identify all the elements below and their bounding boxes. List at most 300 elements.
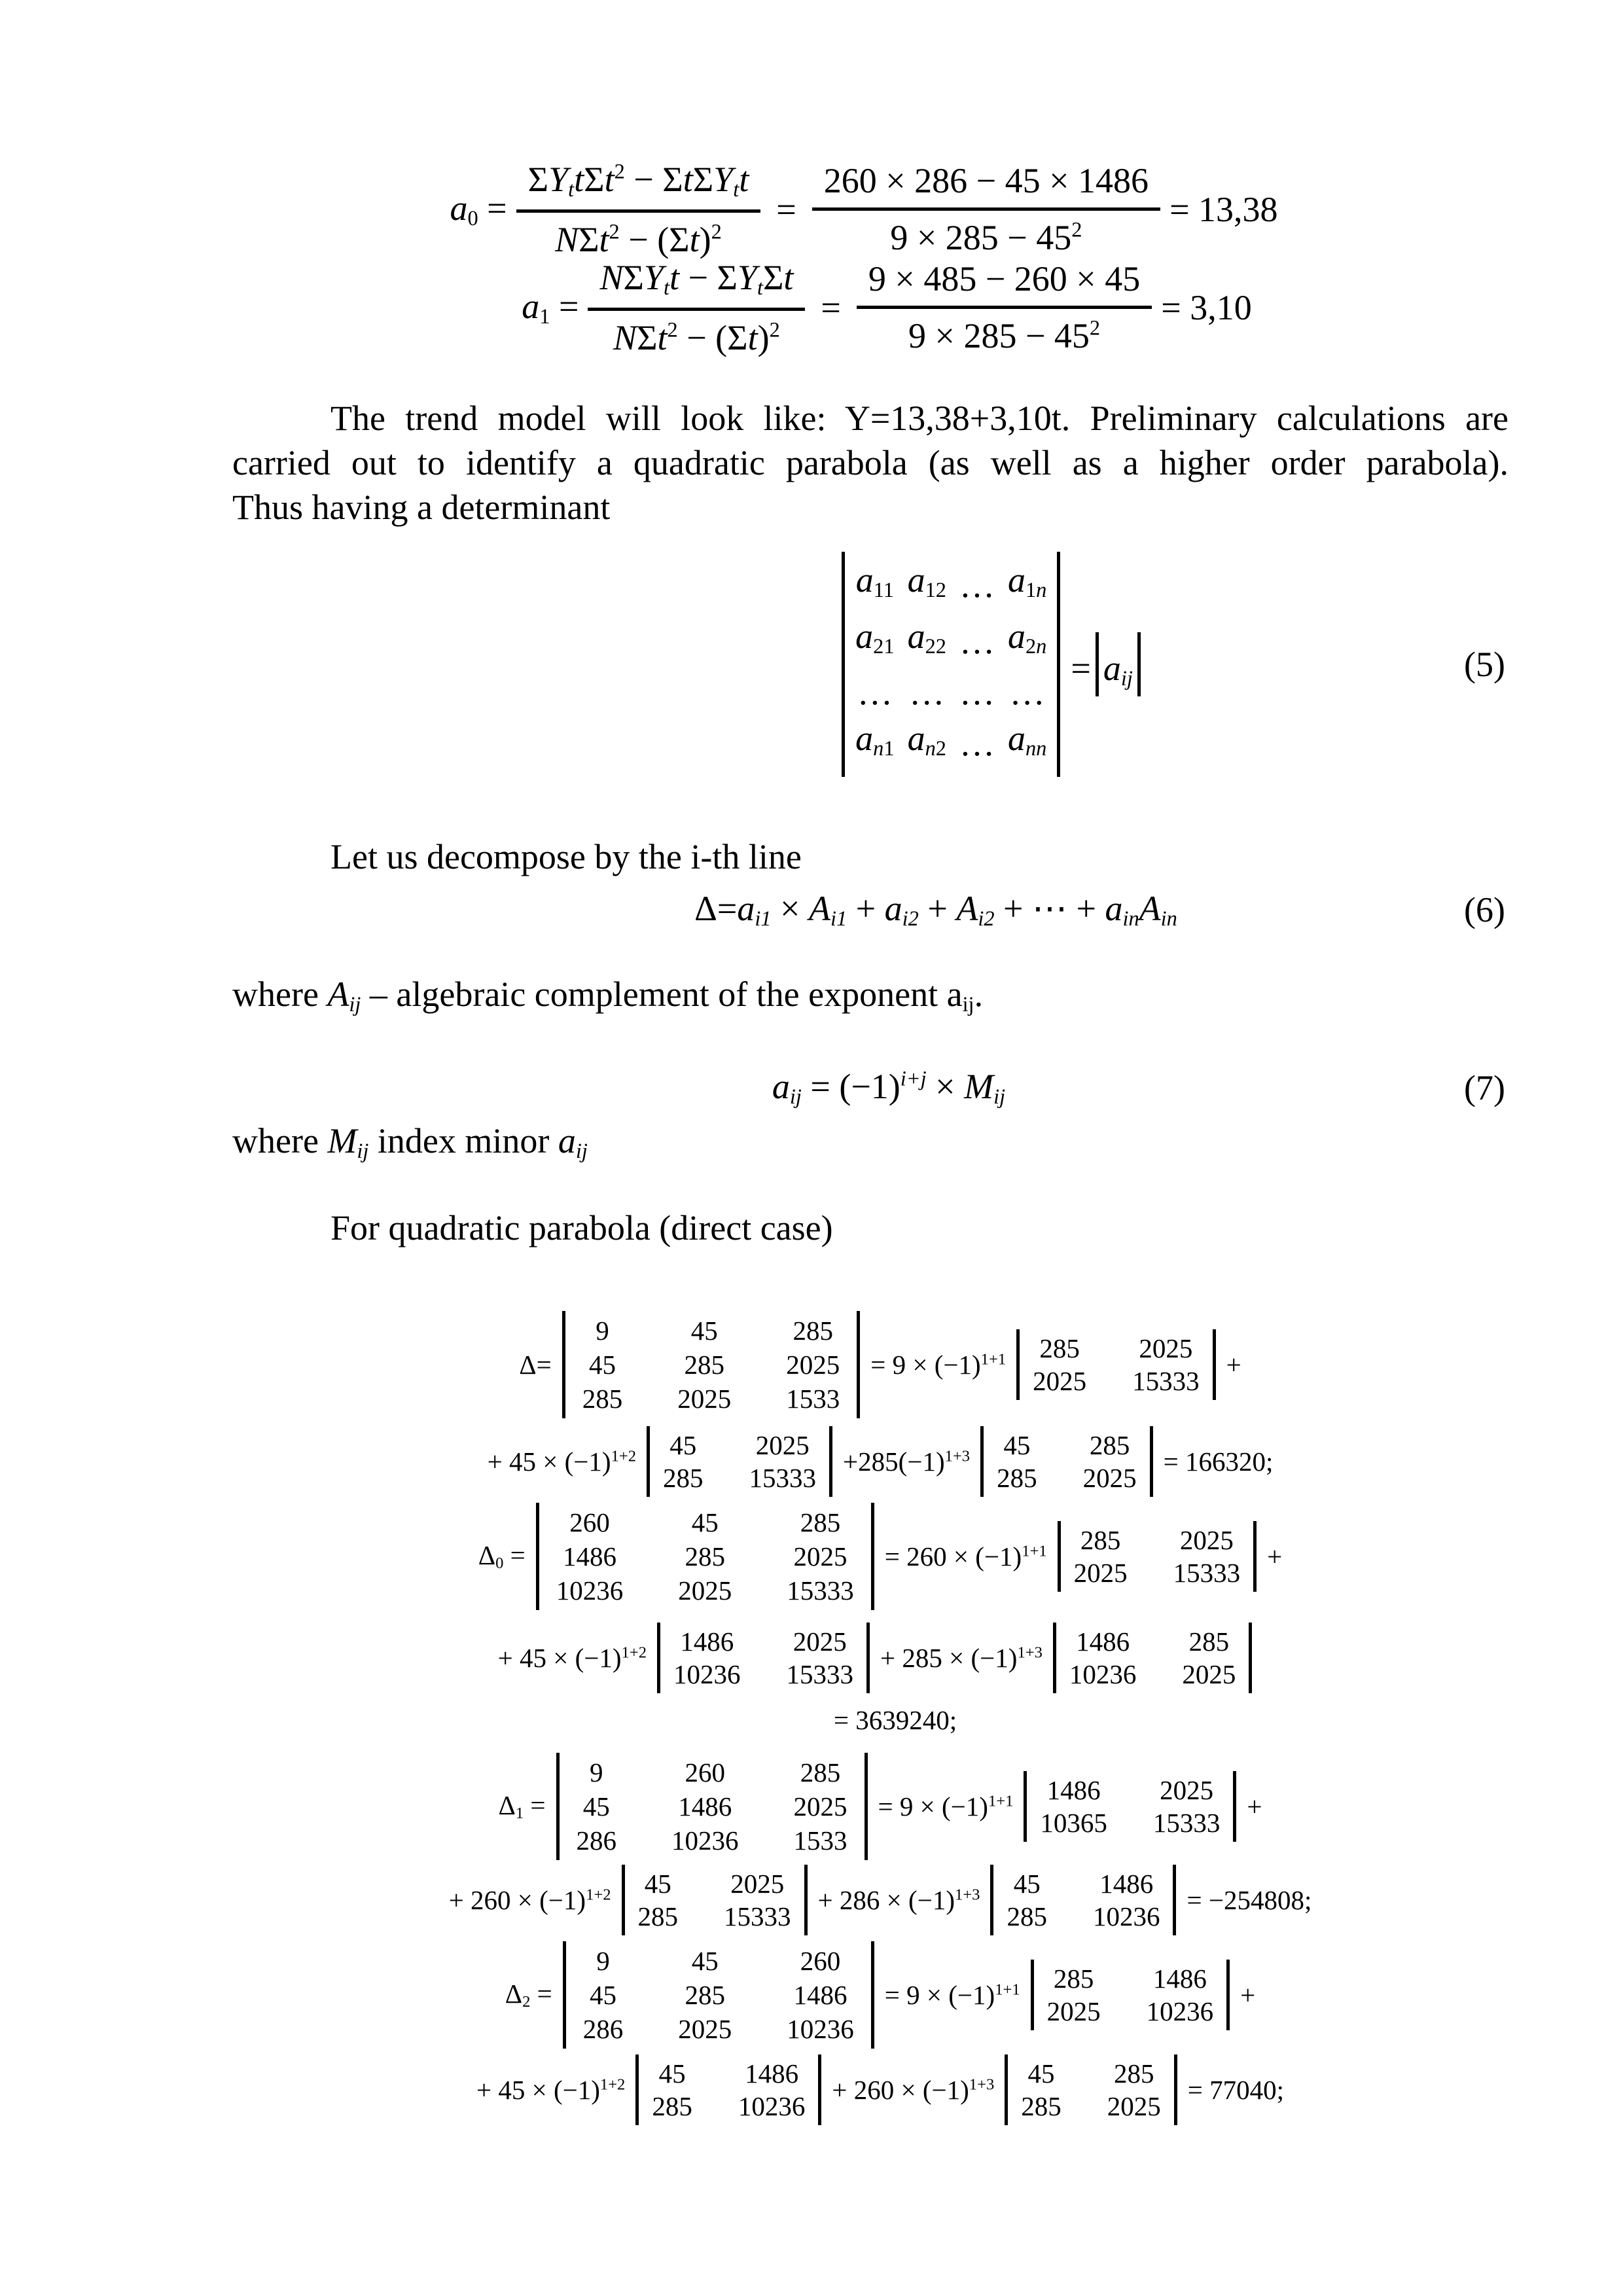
math-token: Y [548, 160, 569, 200]
math-token: a [855, 560, 874, 600]
math-token: Δ= [694, 889, 738, 929]
math-token: a [907, 719, 925, 759]
determinant-3x3 [563, 1941, 874, 2049]
math-token: − ( [619, 219, 669, 259]
matrix-cell: 10236 [738, 2091, 806, 2121]
equation-a1-content [522, 257, 1251, 357]
determinant-3x3 [562, 1311, 861, 1418]
matrix-cell: 285 [800, 1757, 841, 1787]
matrix-cell: 45 [588, 1350, 616, 1380]
math-token: 1 [1025, 578, 1037, 602]
determinant-2x2 [1024, 1771, 1236, 1842]
math-token: ij [993, 1085, 1006, 1109]
determinant-2x2 [1016, 1329, 1216, 1400]
matrix-cell: 15333 [724, 1901, 791, 1931]
matrix-cell: 9 [590, 1757, 603, 1787]
math-token: 21 [873, 635, 895, 659]
math-token: − ( [677, 317, 728, 357]
delta0-line-3-content [834, 1704, 957, 1736]
paragraph-line: carried out to identify a quadratic parabola (as well as a higher order parabola). [232, 443, 1508, 482]
math-mid [843, 1446, 970, 1477]
math-token: Σ [637, 317, 658, 357]
paragraph-line: Thus having a determinant [232, 488, 611, 527]
math-lead [519, 1349, 552, 1380]
matrix-cell [855, 715, 894, 772]
determinant-2x2 [1005, 2054, 1177, 2125]
matrix-cell: 2025 [793, 1541, 847, 1571]
matrix-cell: 45 [690, 1316, 718, 1346]
matrix-cell: 1486 [793, 1980, 847, 2010]
determinant-2x2 [1031, 1960, 1230, 2030]
matrix-cell: 15333 [1152, 1808, 1221, 1838]
math-token: ij [962, 993, 974, 1017]
math-token: 1+1 [995, 1981, 1020, 1999]
math-token: ) [757, 317, 770, 357]
math-token: 2 [614, 160, 625, 184]
math-token: … [857, 673, 893, 713]
math-token: 2 [935, 737, 946, 761]
math-token: = [550, 286, 579, 326]
math-token: Σ [669, 219, 690, 259]
equation-6 [232, 877, 1508, 942]
math-token: − [624, 160, 663, 200]
matrix-cell: 2025 [1033, 1366, 1087, 1396]
delta2-line-1 [232, 1933, 1508, 2057]
math-tail [1188, 2074, 1284, 2106]
delta0-line-1 [232, 1494, 1508, 1619]
delta2-line-1-content [505, 1941, 1256, 2049]
math-token: + 260 × (−1) [832, 2075, 969, 2105]
math-token: A [1139, 889, 1161, 929]
delta-line-1 [232, 1309, 1508, 1420]
math-token: … [959, 622, 995, 661]
matrix-cell: 285 [1080, 1525, 1121, 1555]
matrix-cell: 1486 [1152, 1964, 1207, 1994]
math-mid [818, 1884, 980, 1916]
math-token: 9 × 285 − 45 [890, 218, 1072, 258]
delta1-line-1 [232, 1744, 1508, 1869]
matrix-cell: 285 [1188, 1626, 1230, 1657]
matrix-cell: 285 [1039, 1333, 1080, 1363]
matrix-cell: 15333 [1132, 1366, 1200, 1396]
matrix-cell: 15333 [787, 1575, 854, 1605]
math-token: 0 [467, 207, 478, 231]
determinant-2x2 [1058, 1521, 1257, 1592]
math-lead [498, 1642, 647, 1674]
matrix-cell: 2025 [793, 1791, 847, 1821]
equation-7-content [772, 1066, 1005, 1109]
determinant-2x2 [657, 1623, 870, 1693]
paragraph-line: The trend model will look like: Y=13,38+3,10t. Preliminary calculations are [330, 399, 1508, 438]
determinant-3x3 [536, 1503, 874, 1610]
math-token: 12 [925, 578, 946, 602]
delta0-line-2 [232, 1619, 1508, 1697]
math-token: t [683, 160, 693, 200]
equation-number-5: (5) [1464, 645, 1505, 684]
math-token: Σ [579, 219, 599, 259]
math-token: Σ [692, 160, 714, 200]
equation-7 [232, 1055, 1508, 1121]
math-lead [505, 1978, 552, 2011]
math-token: 2 [769, 318, 780, 342]
math-tail [1240, 1979, 1255, 2011]
text-where-A [232, 973, 983, 1026]
matrix-cell: 285 [582, 1384, 623, 1414]
math-token: Δ= [519, 1350, 552, 1380]
matrix-cell: 285 [1114, 2058, 1154, 2089]
matrix-cell: 15333 [749, 1463, 817, 1493]
delta1-line-2-content [449, 1865, 1312, 1935]
math-token: n [925, 737, 936, 761]
math-token: 1+2 [599, 2075, 626, 2094]
math-token: N [613, 317, 637, 357]
math-token: M [327, 1121, 357, 1160]
matrix-cell [908, 715, 946, 772]
matrix-cell: 286 [576, 1825, 616, 1856]
matrix-cell: 2025 [1046, 1996, 1101, 2026]
vertical-bar [1137, 632, 1141, 696]
matrix-cell: 285 [685, 1980, 725, 2010]
vertical-bar [1096, 632, 1099, 696]
math-token: = 260 × (−1) [884, 1541, 1022, 1571]
math-token: t [568, 178, 575, 202]
math-token: a [855, 719, 874, 759]
matrix-cell: 260 [685, 1757, 725, 1787]
matrix-cell: 2025 [793, 1626, 847, 1657]
math-token: a [450, 188, 468, 228]
fraction-symbolic [588, 257, 805, 357]
delta1-line-1-content [498, 1753, 1262, 1860]
math-token: + 45 × (−1) [476, 2075, 600, 2105]
matrix-cell [959, 721, 995, 766]
math-token: + [847, 889, 885, 929]
math-token: ij [575, 1139, 588, 1164]
math-token: t [747, 317, 758, 357]
math-token: N [599, 258, 624, 298]
matrix-cell: 285 [1053, 1964, 1094, 1994]
matrix-cell: 10236 [556, 1575, 624, 1605]
determinant-2x2 [1053, 1623, 1253, 1693]
matrix-cell: 45 [658, 2058, 686, 2089]
math-mid [878, 1791, 1014, 1822]
matrix-cell: 10236 [673, 1659, 741, 1689]
math-token: i1 [830, 907, 847, 931]
matrix-cell: 2025 [678, 2014, 732, 2044]
matrix-cell: 1533 [786, 1384, 840, 1414]
matrix-cell: 285 [637, 1901, 679, 1931]
matrix-cell: 285 [793, 1316, 833, 1346]
matrix-cell: 10236 [1069, 1659, 1137, 1689]
math-tokens [772, 1066, 1005, 1109]
math-lead [522, 286, 579, 329]
math-token: Δ [478, 1540, 496, 1571]
fraction-denominator [857, 306, 1152, 356]
math-token: ij [357, 1139, 369, 1164]
matrix-cell: 2025 [730, 1869, 785, 1899]
math-token: = [776, 189, 796, 229]
math-token: M [964, 1066, 994, 1106]
delta-line-2 [232, 1422, 1508, 1501]
math-token: 1 [515, 1804, 524, 1823]
math-token: N [555, 219, 579, 259]
delta0-line-2-content [498, 1623, 1263, 1693]
math-token: × [926, 1066, 965, 1106]
matrix-cell: 45 [1003, 1430, 1031, 1460]
matrix-cell [1010, 670, 1045, 715]
math-token: Y [713, 160, 734, 200]
matrix-cell [959, 670, 995, 715]
matrix-cell [1008, 715, 1046, 772]
matrix-cell: 2025 [1082, 1463, 1137, 1493]
matrix-cell: 10236 [671, 1825, 739, 1856]
math-token: ij [1120, 667, 1133, 691]
fraction-numerator [857, 259, 1152, 306]
math-result [1161, 287, 1251, 328]
math-token: A [808, 889, 830, 929]
math-token: 1+2 [586, 1886, 611, 1904]
math-token: a [737, 889, 755, 929]
matrix-cell: 1533 [793, 1825, 847, 1856]
math-token: 1 [883, 737, 895, 761]
math-token: Δ [498, 1790, 516, 1821]
determinant-2x2 [622, 1865, 808, 1935]
matrix-cell: 285 [1007, 1901, 1047, 1931]
delta0-line-3 [232, 1698, 1508, 1742]
matrix-cell: 2025 [678, 1575, 732, 1605]
math-token: a [1105, 889, 1123, 929]
math-mid [880, 1642, 1043, 1674]
math-token: t [604, 160, 615, 200]
matrix-cell: 45 [669, 1430, 697, 1460]
matrix-cell: 10236 [1146, 1996, 1214, 2026]
math-token: i2 [902, 907, 919, 931]
equals-sign [776, 189, 796, 230]
matrix-cell [1008, 557, 1046, 613]
math-lead [478, 1539, 526, 1573]
matrix-cell [908, 557, 946, 613]
matrix-cell: 285 [1021, 2091, 1061, 2121]
math-token: ij [789, 1085, 802, 1109]
determinant-nxn [842, 552, 1060, 777]
matrix-cell: 2025 [677, 1384, 732, 1414]
matrix-cell: 2025 [1182, 1659, 1236, 1689]
math-token: A [327, 975, 349, 1014]
math-token: Σ [717, 258, 738, 298]
equation-5 [232, 560, 1508, 764]
equation-a0-content [450, 159, 1277, 259]
matrix-cell: 260 [800, 1946, 841, 1976]
matrix-cell: 10365 [1040, 1808, 1107, 1838]
math-token: + [1247, 1791, 1262, 1821]
math-token: t [657, 317, 668, 357]
text-decompose: Let us decompose by the i-th line [330, 837, 802, 876]
math-token: … [1009, 673, 1045, 713]
math-token: = [503, 1540, 526, 1571]
matrix-cell: 260 [569, 1507, 610, 1537]
matrix-cell [856, 557, 894, 613]
math-token: a [772, 1066, 790, 1106]
matrix-cell [1008, 613, 1046, 670]
determinant-2x2 [980, 1426, 1153, 1497]
matrix-cell: 1486 [680, 1626, 734, 1657]
equation-number-7: (7) [1464, 1068, 1505, 1107]
matrix-cell: 2025 [1107, 2091, 1161, 2121]
determinant-3x3 [556, 1753, 868, 1860]
math-token: 2 [522, 1993, 531, 2011]
math-mid [885, 1541, 1047, 1572]
math-token: i2 [978, 907, 995, 931]
math-token: i1 [755, 907, 772, 931]
delta-line-2-content [488, 1426, 1274, 1497]
math-token: = (−1) [801, 1066, 901, 1106]
math-token: = [821, 287, 841, 327]
math-token: 1 [539, 305, 550, 329]
math-token: 2 [1071, 219, 1082, 243]
math-lead [449, 1884, 611, 1916]
matrix-cell: 45 [691, 1507, 719, 1537]
math-token: Σ [727, 317, 748, 357]
determinant-2x2 [635, 2054, 821, 2125]
math-token: + [918, 889, 957, 929]
math-token: 1+1 [988, 1792, 1014, 1810]
matrix-cell: 1486 [1099, 1869, 1154, 1899]
math-token: … [959, 724, 995, 764]
math-token: 1+1 [980, 1350, 1007, 1369]
math-lead [476, 2074, 625, 2106]
math-token: index minor [368, 1121, 558, 1160]
fraction-numerator [516, 159, 761, 209]
math-token: a [855, 616, 874, 656]
math-mid [832, 2074, 994, 2106]
math-token: where [232, 975, 328, 1014]
math-token: t [733, 178, 740, 202]
math-token: 1+3 [954, 1886, 980, 1904]
math-token: a [907, 616, 925, 656]
math-token: 2 [667, 318, 678, 342]
math-token: Σ [584, 160, 605, 200]
text-where-M [232, 1119, 588, 1173]
math-tokens [694, 888, 1177, 931]
math-token: a [522, 286, 540, 326]
matrix-cell: 1486 [745, 2058, 799, 2089]
math-token: = 9 × (−1) [870, 1350, 981, 1380]
math-tail [1186, 1884, 1311, 1916]
matrix-cell: 285 [652, 2091, 692, 2121]
math-token: +285(−1) [843, 1446, 945, 1477]
math-token: Σ [527, 160, 549, 200]
matrix-cell: 2025 [1160, 1775, 1214, 1805]
matrix-cell: 9 [596, 1316, 609, 1346]
matrix-cell: 285 [685, 1541, 725, 1571]
math-token: 0 [495, 1554, 504, 1573]
matrix-cell: 2025 [1073, 1558, 1128, 1588]
math-token: = [478, 188, 507, 228]
delta2-line-2 [232, 2051, 1508, 2129]
matrix-cell: 2025 [786, 1350, 840, 1380]
math-tail [1164, 1446, 1274, 1477]
math-token: 1+2 [621, 1643, 647, 1662]
math-token: n [1036, 635, 1047, 659]
matrix-cell: 285 [997, 1463, 1037, 1493]
matrix-cell: 15333 [1173, 1558, 1241, 1588]
math-token: 2 [609, 220, 620, 244]
math-token: ij [349, 993, 361, 1017]
math-token: in [1122, 907, 1139, 931]
math-token: n [1036, 578, 1047, 602]
matrix-cell: 45 [582, 1791, 610, 1821]
text-parabola-case: For quadratic parabola (direct case) [330, 1208, 833, 1247]
math-token: … [909, 673, 945, 713]
math-token: = 9 × (−1) [878, 1791, 988, 1821]
math-token: 9 × 485 − 260 × 45 [868, 259, 1141, 299]
math-token: = 166320; [1163, 1446, 1274, 1477]
delta2-line-2-content [476, 2054, 1284, 2125]
math-token: 11 [873, 578, 894, 602]
math-token: + 285 × (−1) [880, 1643, 1018, 1673]
matrix-cell [959, 619, 995, 664]
math-token: ) [699, 219, 711, 259]
math-token: where [232, 1121, 328, 1160]
math-token: − [679, 258, 717, 298]
math-token: … [959, 673, 995, 713]
math-token: 1+2 [611, 1447, 637, 1465]
math-token: + [1267, 1541, 1283, 1571]
matrix-cell: 10236 [1092, 1901, 1160, 1931]
math-token: a [558, 1121, 576, 1160]
math-token: + ⋯ + [994, 889, 1105, 929]
math-token: = 9 × (−1) [884, 1980, 995, 2010]
matrix-cell [855, 613, 894, 670]
math-token: … [959, 565, 995, 605]
math-token: 260 × 286 − 45 × 1486 [823, 161, 1149, 201]
fraction-numeric [812, 160, 1160, 258]
math-token: a [907, 560, 925, 600]
paragraph [232, 396, 1508, 529]
math-token: = 3,10 [1161, 287, 1252, 327]
math-token: t [757, 276, 763, 300]
math-token: 2 [1089, 317, 1101, 341]
fraction-numerator [588, 257, 805, 307]
fraction-denominator [588, 308, 805, 358]
math-token: a [884, 889, 902, 929]
math-token: a [1007, 616, 1026, 656]
matrix-cell: 285 [684, 1350, 724, 1380]
math-mid [885, 1979, 1020, 2011]
math-token: 1+3 [1017, 1643, 1043, 1662]
matrix-cell: 45 [1027, 2058, 1055, 2089]
delta1-line-2 [232, 1861, 1508, 1939]
fraction-symbolic [516, 159, 761, 259]
matrix-cell: 2025 [755, 1430, 810, 1460]
math-token: a [1007, 719, 1026, 759]
math-token: 2 [711, 220, 722, 244]
math-token: + 45 × (−1) [487, 1446, 611, 1477]
math-token: = 77040; [1187, 2075, 1285, 2105]
fraction-numerator [812, 160, 1160, 207]
equation-a1 [232, 245, 1508, 370]
matrix-cell: 1486 [678, 1791, 732, 1821]
math-token: + 260 × (−1) [448, 1885, 586, 1915]
math-result: = 3639240; [833, 1705, 957, 1735]
matrix-cell: 9 [596, 1946, 610, 1976]
matrix-cell: 286 [582, 2014, 624, 2044]
fraction-numeric [857, 259, 1152, 356]
math-token: 1+1 [1022, 1542, 1047, 1560]
matrix-cell: 45 [691, 1946, 719, 1976]
math-token: Σ [623, 258, 644, 298]
matrix-cell [959, 562, 995, 608]
matrix-cell: 285 [1089, 1430, 1130, 1460]
